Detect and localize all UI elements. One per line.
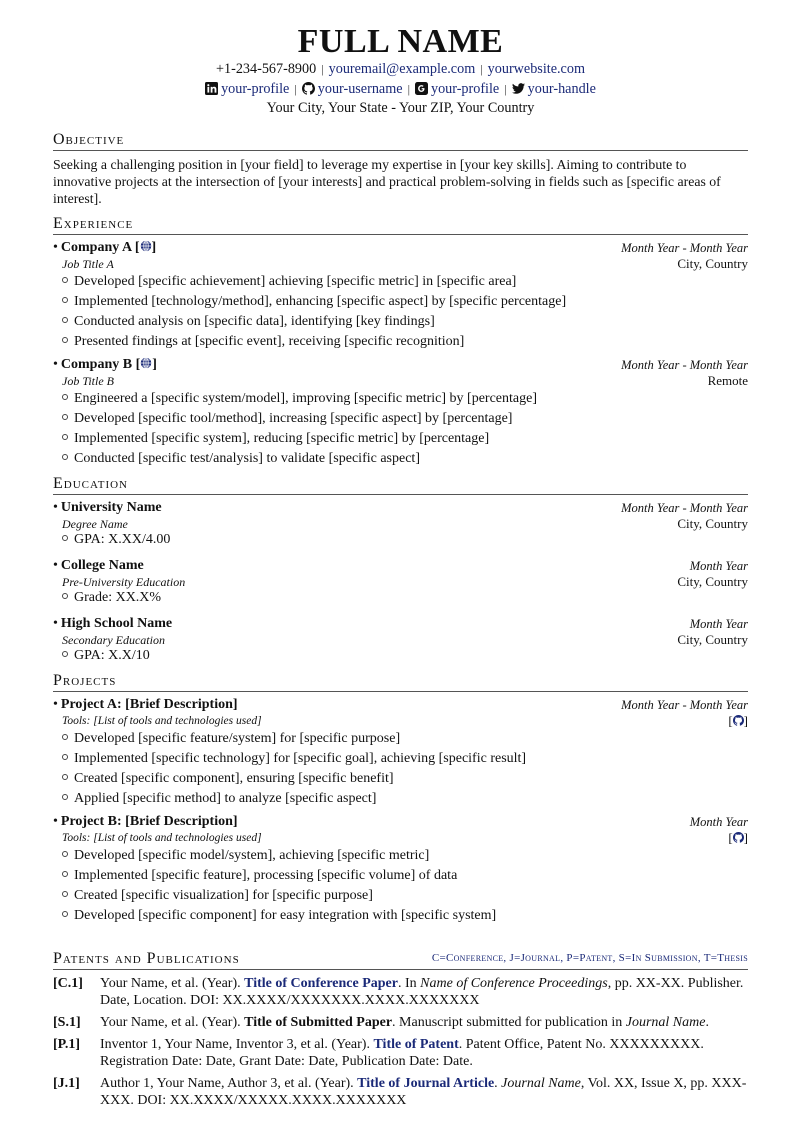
education-entry: • High School Name Month Year Secondary Education City, Country GPA: X.X/10: [53, 615, 748, 663]
github-icon: [302, 82, 315, 95]
publication-title-link[interactable]: Title of Patent: [373, 1036, 459, 1052]
github-icon: [733, 832, 744, 843]
publication-entry: [C.1] Your Name, et al. (Year). Title of Conference Paper. In Name of Conference Proceedings, pp. XX-XX. Publisher. Date, Location. DOI: XX.XXXX/XXXXXXX.XXXX.XXXXXXX: [53, 975, 744, 1008]
list-item: Developed [specific achievement] achieving [specific metric] in [specific area]: [62, 272, 748, 292]
list-item: Implemented [technology/method], enhancing [specific aspect] by [specific percentage]: [62, 292, 748, 312]
separator: |: [294, 81, 297, 96]
globe-icon[interactable]: [140, 357, 152, 369]
publication-key: [C.1]: [53, 975, 83, 991]
list-item: GPA: X.XX/4.00: [62, 532, 748, 548]
section-title-projects: Projects: [53, 672, 748, 692]
linkedin-icon: [205, 82, 218, 95]
project-entry: • Project A: [Brief Description] Month Year - Month Year Tools: [List of tools and technologies used] [ ] Developed [specific feature/system] for [specific purpose] Implemented [specific technology] for [specific goal], achieving [specific result] Created [specific component], ensuring [specific benefit] Applied [specific method] to analyze [specific aspect]: [53, 697, 748, 809]
publication-legend: C=Conference, J=Journal, P=Patent, S=In Submission, T=Thesis: [431, 951, 748, 964]
school-name: High School Name: [60, 615, 173, 631]
separator: |: [407, 81, 410, 96]
list-item: Created [specific visualization] for [specific purpose]: [62, 886, 748, 906]
entry-dates: Month Year - Month Year: [621, 357, 748, 372]
project-link[interactable]: [ ]: [728, 829, 748, 845]
section-title-education: Education: [53, 475, 748, 495]
resume-page: [53, 0, 748, 1109]
separator: |: [321, 62, 324, 76]
entry-location: Remote: [707, 372, 748, 388]
phone: +1-234-567-8900: [216, 61, 317, 77]
entry-location: City, Country: [677, 631, 748, 647]
job-title: Job Title B: [62, 373, 114, 388]
list-item: Developed [specific feature/system] for [specific purpose]: [62, 729, 748, 749]
publication-title-link[interactable]: Title of Journal Article: [357, 1075, 495, 1091]
publications-section: [53, 950, 748, 1109]
company-name: Company B: [60, 356, 133, 372]
projects-section: [53, 672, 748, 926]
google-scholar-link[interactable]: your-profile: [415, 81, 499, 97]
entry-dates: Month Year: [689, 558, 748, 573]
experience-entry: • Company A [ ] Month Year - Month Year Job Title A City, Country Developed [specific achievement] achieving [specific metric] in [specific area] Implemented [technology/method], enhancing [specific aspect] by [specific percentage] Conducted analysis on [specific data], identifying [key findings] Presented findings at [specific event], receiving [specific recognition]: [53, 240, 748, 352]
school-name: University Name: [60, 499, 162, 515]
entry-location: City, Country: [677, 573, 748, 589]
entry-dates: Month Year - Month Year: [621, 697, 748, 712]
publication-entry: [S.1] Your Name, et al. (Year). Title of Submitted Paper. Manuscript submitted for publication in Journal Name.: [53, 1014, 709, 1030]
address: Your City, Your State - Your ZIP, Your Country: [266, 100, 535, 116]
list-item: GPA: X.X/10: [62, 648, 748, 664]
entry-dates: Month Year - Month Year: [621, 240, 748, 255]
publication-key: [P.1]: [53, 1036, 81, 1052]
project-name: Project A: [Brief Description]: [60, 696, 238, 712]
resume-header: [53, 24, 748, 119]
degree: Degree Name: [62, 516, 128, 531]
list-item: Implemented [specific system], reducing [specific metric] by [percentage]: [62, 429, 748, 449]
degree: Pre-University Education: [62, 574, 186, 589]
education-section: [53, 475, 748, 664]
socials-line: [53, 80, 748, 100]
list-item: Conducted [specific test/analysis] to validate [specific aspect]: [62, 449, 748, 469]
publication-key: [S.1]: [53, 1014, 81, 1030]
project-link[interactable]: [ ]: [728, 712, 748, 728]
section-title-experience: Experience: [53, 215, 748, 235]
entry-dates: Month Year - Month Year: [621, 500, 748, 515]
linkedin-link[interactable]: your-profile: [205, 81, 289, 97]
separator: |: [480, 62, 483, 76]
project-name: Project B: [Brief Description]: [60, 813, 238, 829]
bullet: •: [53, 356, 58, 372]
objective-section: [53, 131, 748, 207]
education-entry: • College Name Month Year Pre-University Education City, Country Grade: XX.X%: [53, 557, 748, 605]
list-item: Grade: XX.X%: [62, 590, 748, 606]
list-item: Applied [specific method] to analyze [specific aspect]: [62, 789, 748, 809]
entry-location: City, Country: [677, 515, 748, 531]
github-link[interactable]: your-username: [302, 81, 403, 97]
list-item: Developed [specific model/system], achieving [specific metric]: [62, 846, 748, 866]
twitter-icon: [512, 82, 525, 95]
bullet: •: [53, 239, 58, 255]
twitter-link[interactable]: your-handle: [512, 81, 596, 97]
email-link[interactable]: youremail@example.com: [328, 61, 476, 77]
google-scholar-icon: [415, 82, 428, 95]
list-item: Presented findings at [specific event], receiving [specific recognition]: [62, 332, 748, 352]
project-entry: • Project B: [Brief Description] Month Year Tools: [List of tools and technologies used] [ ] Developed [specific model/system], achieving [specific metric] Implemented [specific feature], processing [specific volume] of data Created [specific visualization] for [specific purpose] Developed [specific component] for easy integration with [specific system]: [53, 814, 748, 926]
objective-text: Seeking a challenging position in [your field] to leverage my expertise in [your key skills]. Aiming to contribute to innovative projects at the intersection of [your interests] and practical problem-solving in fields such as [specific areas of interest].: [53, 156, 721, 206]
list-item: Conducted analysis on [specific data], identifying [key findings]: [62, 312, 748, 332]
section-title-objective: Objective: [53, 131, 748, 151]
job-title: Job Title A: [62, 256, 114, 271]
project-tools: Tools: [List of tools and technologies used]: [62, 714, 262, 727]
degree: Secondary Education: [62, 632, 165, 647]
entry-location: City, Country: [677, 255, 748, 271]
list-item: Implemented [specific technology] for [specific goal], achieving [specific result]: [62, 749, 748, 769]
education-entry: • University Name Month Year - Month Year Degree Name City, Country GPA: X.XX/4.00: [53, 499, 748, 547]
publication-key: [J.1]: [53, 1075, 80, 1091]
full-name: FULL NAME: [297, 23, 504, 60]
globe-icon[interactable]: [140, 240, 152, 252]
github-icon: [733, 715, 744, 726]
publication-title-link[interactable]: Title of Conference Paper: [244, 975, 398, 991]
website-link[interactable]: yourwebsite.com: [487, 61, 585, 77]
list-item: Engineered a [specific system/model], improving [specific metric] by [percentage]: [62, 389, 748, 409]
experience-entry: • Company B [ ] Month Year - Month Year Job Title B Remote Engineered a [specific system/model], improving [specific metric] by [percentage] Developed [specific tool/method], increasing [specific aspect] by [percentage] Implemented [specific system], reducing [specific metric] by [percentage] Conducted [specific test/analysis] to validate [specific aspect]: [53, 357, 748, 469]
publication-title: Title of Submitted Paper: [244, 1014, 393, 1030]
list-item: Developed [specific component] for easy integration with [specific system]: [62, 906, 748, 926]
section-title-publications: Patents and Publications C=Conference, J=Journal, P=Patent, S=In Submission, T=Thesis: [53, 950, 748, 970]
entry-dates: Month Year: [689, 616, 748, 631]
entry-dates: Month Year: [689, 814, 748, 829]
company-name: Company A: [60, 239, 132, 255]
publication-entry: [J.1] Author 1, Your Name, Author 3, et al. (Year). Title of Journal Article. Journal Name, Vol. XX, Issue X, pp. XXX-XXX. DOI: XX.XXXX/XXXXX.XXXX.XXXXXXX: [53, 1075, 747, 1108]
list-item: Created [specific component], ensuring [specific benefit]: [62, 769, 748, 789]
publication-entry: [P.1] Inventor 1, Your Name, Inventor 3, et al. (Year). Title of Patent. Patent Office, Patent No. XXXXXXXXX. Registration Date: Date, Grant Date: Date, Publication Date: Date.: [53, 1036, 704, 1069]
list-item: Implemented [specific feature], processing [specific volume] of data: [62, 866, 748, 886]
list-item: Developed [specific tool/method], increasing [specific aspect] by [percentage]: [62, 409, 748, 429]
experience-section: [53, 215, 748, 469]
project-tools: Tools: [List of tools and technologies used]: [62, 831, 262, 844]
separator: |: [504, 81, 507, 96]
school-name: College Name: [60, 557, 144, 573]
contact-line: [53, 60, 748, 80]
